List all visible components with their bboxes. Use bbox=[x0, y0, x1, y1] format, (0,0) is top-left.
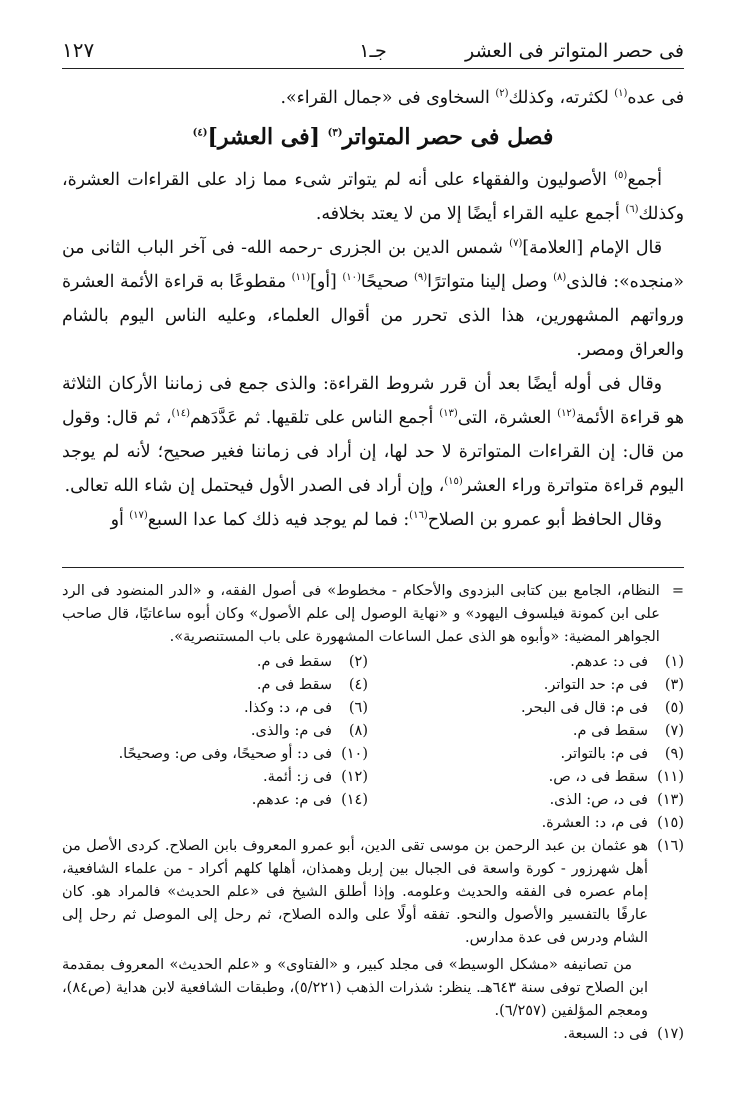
footnote-text: فى د: أو صحيحًا، وفى ص: وصحيحًا. bbox=[118, 746, 332, 762]
footnote-item bbox=[378, 674, 684, 697]
paragraph: وقال الحافظ أبو عمرو بن الصلاح$^{(١٦)}$: فما لم يوجد فيه ذلك كما عدا السبع$^{(١٧)}$ أو bbox=[110, 510, 662, 530]
footnote-continuation: = النظام، الجامع بين كتابى البزدوى والأحكام - مخطوط» فى أصول الفقه، و «الدر المنضود فى الرد على ابن كمونة فيلسوف اليهود» و «نهاية الوصول إلى علم الأصول» وكان أبوه ساعاتيًا، قال صاحب الجواهر المضية: «وأبوه هو الذى عمل الساعات المشهورة على باب المستنصرية». bbox=[62, 583, 684, 645]
footnote-item bbox=[378, 651, 684, 674]
footnote-item bbox=[378, 743, 684, 766]
footnote-item: (١٦) هو عثمان بن عبد الرحمن بن موسى تقى الدين، أبو عمرو المعروف بابن الصلاح. كردى الأصل من أهل شهرزور - كورة واسعة فى الجبال بين إربل وهمذان، أهلها كلهم أكراد - من علماء الشافعية، إمام عصره فى الفقه والحديث وعلومه. وإذا أطلق الشيخ فى «علم الحديث» فالمراد هو. كان عارفًا بالتفسير والأصول والنحو. تفقه أولًا على والده الصلاح، ثم رحل إلى الموصل ثم رحل إلى الشام ودرس فى عدة مدارس. من تصانيفه «مشكل الوسيط» فى مجلد كبير، و «الفتاوى» و «علم الحديث» المعروف بمقدمة ابن الصلاح توفى سنة ٦٤٣هـ. ينظر: شذرات الذهب (٥/٢٢١)، وطبقات الشافعية لابن هداية (ص٨٤)، ومعجم المؤلفين (٦/٢٥٧). bbox=[62, 838, 684, 1019]
footnote-item bbox=[62, 743, 368, 766]
footnote-text: فى م: والذى. bbox=[250, 723, 332, 739]
footnote-text: سقط فى د، ص. bbox=[548, 769, 648, 785]
footnote-number: (٩) bbox=[664, 746, 684, 762]
footnote-number: (٦) bbox=[348, 700, 368, 716]
running-title: فى حصر المتواتر فى العشر bbox=[464, 40, 684, 62]
footnote-text: فى د، ص: الذى. bbox=[549, 792, 648, 808]
paragraph: قال الإمام [العلامة]$^{(٧)}$ شمس الدين بن الجزرى -رحمه الله- فى آخر الباب الثانى من «منجده»: فالذى$^{(٨)}$ وصل إلينا متواترًا$^{(٩)}$ صحيحًا$^{(١٠)}$ [أو]$^{(١١)}$ مقطوعًا به قراءة الأئمة العشرة ورواتهم المشهورين، هذا الذى تحرر من أقوال العلماء، وعليه الناس اليوم بالشام والعراق ومصر. bbox=[62, 238, 684, 360]
footnote-item bbox=[62, 674, 368, 697]
book-page bbox=[62, 38, 684, 1046]
footnote-item bbox=[62, 789, 368, 812]
footnote-item bbox=[62, 720, 368, 743]
volume-label: جـ١ bbox=[359, 40, 387, 62]
footnote-item bbox=[62, 651, 368, 674]
footnote-number: (١٤) bbox=[341, 792, 368, 808]
footnote-divider bbox=[62, 567, 684, 568]
footnote-item bbox=[62, 766, 368, 789]
main-text bbox=[62, 81, 684, 537]
footnote-text: فى ز: أئمة. bbox=[263, 769, 332, 785]
footnote-number: (٣) bbox=[664, 677, 684, 693]
footnote-item bbox=[62, 697, 368, 720]
footnote-text: فى م: قال فى البحر. bbox=[520, 700, 648, 716]
footnote-text: فى م: عدهم. bbox=[251, 792, 332, 808]
footnote-item bbox=[378, 789, 684, 812]
footnote-number: (٨) bbox=[348, 723, 368, 739]
section-heading: فصل فى حصر المتواتر$^{(٣)}$ [فى العشر]$^{(٤)}$ bbox=[192, 124, 554, 150]
footnote-number: (١٢) bbox=[341, 769, 368, 785]
page-number: ١٢٧ bbox=[62, 38, 95, 62]
footnote-number: (١٠) bbox=[341, 746, 368, 762]
footnote-text: فى م: حد التواتر. bbox=[543, 677, 648, 693]
footnote-number: (٧) bbox=[664, 723, 684, 739]
footnote-item bbox=[378, 766, 684, 789]
footnote-number: (١٥) bbox=[657, 815, 684, 831]
footnote-grid bbox=[62, 651, 684, 835]
paragraph: فى عده$^{(١)}$ لكثرته، وكذلك$^{(٢)}$ السخاوى فى «جمال القراء». bbox=[280, 88, 684, 108]
footnote-text: فى م، د: العشرة. bbox=[541, 815, 648, 831]
footnote-text: سقط فى م. bbox=[572, 723, 648, 739]
footnote-text: فى م: بالتواتر. bbox=[560, 746, 648, 762]
paragraph: وقال فى أوله أيضًا بعد أن قرر شروط القراءة: والذى جمع فى زماننا الأركان الثلاثة هو قراءة الأئمة$^{(١٢)}$ العشرة، التى$^{(١٣)}$ أجمع الناس على تلقيها. ثم عَدَّدَهم$^{(١٤)}$، ثم قال: وقول من قال: إن القراءات المتواترة لا حد لها، إن أراد فى زماننا فغير صحيح؛ لأنه لم يوجد اليوم قراءة متواترة وراء العشر$^{(١٥)}$، وإن أراد فى الصدر الأول فيحتمل إن شاء الله تعالى. bbox=[62, 374, 684, 496]
footnote-number: (٢) bbox=[348, 654, 368, 670]
footnote-text: سقط فى م. bbox=[256, 654, 332, 670]
footnote-text: سقط فى م. bbox=[256, 677, 332, 693]
footnote-number: (٤) bbox=[348, 677, 368, 693]
footnotes bbox=[62, 580, 684, 1046]
footnote-number: (١) bbox=[664, 654, 684, 670]
footnote-item bbox=[378, 697, 684, 720]
footnote-text: فى د: عدهم. bbox=[570, 654, 648, 670]
footnote-item bbox=[378, 812, 684, 835]
footnote-number: (١١) bbox=[657, 769, 684, 785]
paragraph: أجمع$^{(٥)}$ الأصوليون والفقهاء على أنه لم يتواتر شىء مما زاد على القراءات العشرة، وكذلك$^{(٦)}$ أجمع عليه القراء أيضًا إلا من لا يعتد بخلافه. bbox=[62, 170, 684, 224]
page-header bbox=[62, 38, 684, 69]
footnote-item: (١٧) فى د: السبعة. bbox=[563, 1026, 684, 1042]
footnote-item bbox=[378, 720, 684, 743]
footnote-number: (١٣) bbox=[657, 792, 684, 808]
footnote-text: فى م، د: وكذا. bbox=[244, 700, 332, 716]
footnote-number: (٥) bbox=[664, 700, 684, 716]
